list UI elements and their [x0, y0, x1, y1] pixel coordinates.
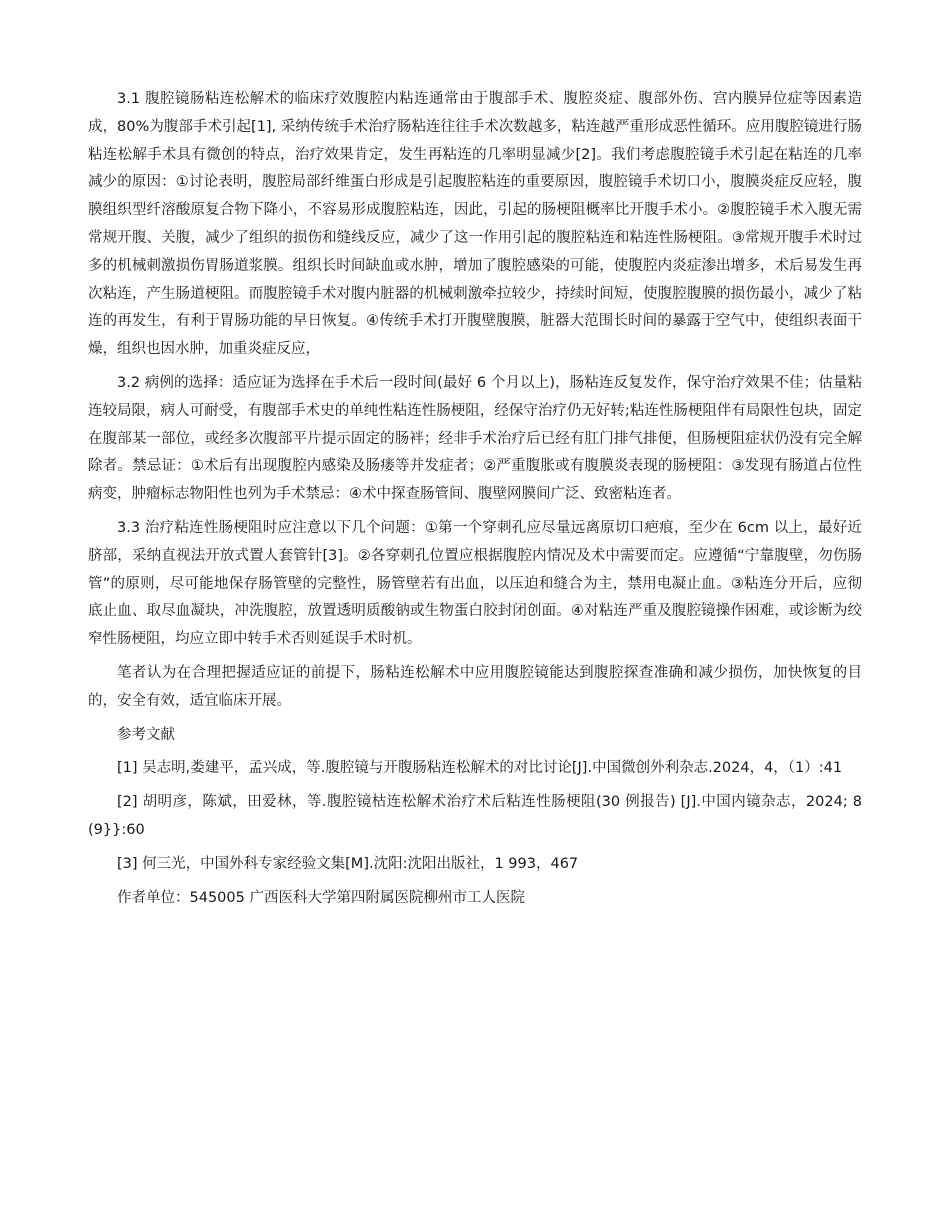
conclusion-paragraph: 笔者认为在合理把握适应证的前提下，肠粘连松解术中应用腹腔镜能达到腹腔探查准确和减少损伤，加快恢复的目的，安全有效，适宜临床开展。 — [88, 664, 862, 709]
reference-item-2: [2] 胡明彦，陈斌，田爱林，等.腹腔镜枯连松解术治疗术后粘连性肠梗阻(30 例报告) [J].中国内镜杂志，2024; 8(9}}:60 — [88, 794, 862, 838]
author-unit: 作者单位：545005 广西医科大学第四附属医院柳州市工人医院 — [117, 889, 525, 906]
section-3-3: 3.3 治疗粘连性肠梗阻时应注意以下几个问题：①第一个穿刺孔应尽量远离原切口疤痕，至少在 6cm 以上，最好近脐部，采纳直视法开放式置人套管针[3]。②各穿刺孔位置应根据腹腔内情况及术中需要而定。应遵循“宁靠腹壁，勿伤肠管”的原则，尽可能地保存肠管壁的完整性，肠管壁若有出血，以压迫和缝合为主，禁用电凝止血。③粘连分开后，应彻底止血、取尽血凝块，冲洗腹腔，放置透明质酸钠或生物蛋白胶封闭创面。④对粘连严重及腹腔镜操作困难，或诊断为绞窄性肠梗阻，均应立即中转手术否则延误手术时机。 — [88, 519, 862, 648]
document-page — [88, 86, 862, 918]
reference-item-3: [3] 何三光，中国外科专家经验文集[M].沈阳:沈阳出版社，1 993，467 — [117, 855, 579, 872]
section-3-2: 3.2 病例的选择：适应证为选择在手术后一段时间(最好 6 个月以上)，肠粘连反复发作，保守治疗效果不佳；估量粘连较局限，病人可耐受，有腹部手术史的单纯性粘连性肠梗阻，经保守治疗仍无好转;粘连性肠梗阻伴有局限性包块，固定在腹部某一部位，或经多次腹部平片提示固定的肠袢；经非手术治疗后已经有肛门排气排便，但肠梗阻症状仍没有完全解除者。禁忌证：①术后有出现腹腔内感染及肠瘘等并发症者；②严重腹胀或有腹膜炎表现的肠梗阻：③发现有肠道占位性病变，肿瘤标志物阳性也列为手术禁忌：④术中探查肠管间、腹壁网膜间广泛、致密粘连者。 — [88, 374, 862, 503]
reference-item-1: [1] 吴志明,娄建平，孟兴成，等.腹腔镜与开腹肠粘连松解术的对比讨论[J].中国微创外利杂志.2024，4，（1）:41 — [117, 760, 843, 777]
section-3-1: 3.1 腹腔镜肠粘连松解术的临床疗效腹腔内粘连通常由于腹部手术、腹腔炎症、腹部外伤、宫内膜异位症等因素造成，80%为腹部手术引起[1], 采纳传统手术治疗肠粘连往往手术次数越多，粘连越严重形成恶性循环。应用腹腔镜进行肠粘连松解手术具有微创的特点，治疗效果肯定，发生再粘连的几率明显减少[2]。我们考虑腹腔镜手术引起在粘连的几率减少的原因：①讨论表明，腹腔局部纤维蛋白形成是引起腹腔粘连的重要原因，腹腔镜手术切口小，腹膜炎症反应轻，腹膜组织型纤溶酸原复合物下降小，不容易形成腹腔粘连，因此，引起的肠梗阻概率比开腹手术小。②腹腔镜手术入腹无需常规开腹、关腹，减少了组织的损伤和缝线反应，减少了这一作用引起的腹腔粘连和粘连性肠梗阻。③常规开腹手术时过多的机械刺激损伤胃肠道浆膜。组织长时间缺血或水肿，增加了腹腔感染的可能，使腹腔内炎症渗出增多，术后易发生再次粘连，产生肠道梗阻。而腹腔镜手术对腹内脏器的机械刺激牵拉较少，持续时间短，使腹腔腹膜的损伤最小，减少了粘连的再发生，有利于胃肠功能的早日恢复。④传统手术打开腹壁腹膜，脏器大范围长时间的暴露于空气中，使组织表面干燥，组织也因水肿，加重炎症反应， — [88, 91, 862, 358]
references-heading: 参考文献 — [117, 726, 175, 743]
